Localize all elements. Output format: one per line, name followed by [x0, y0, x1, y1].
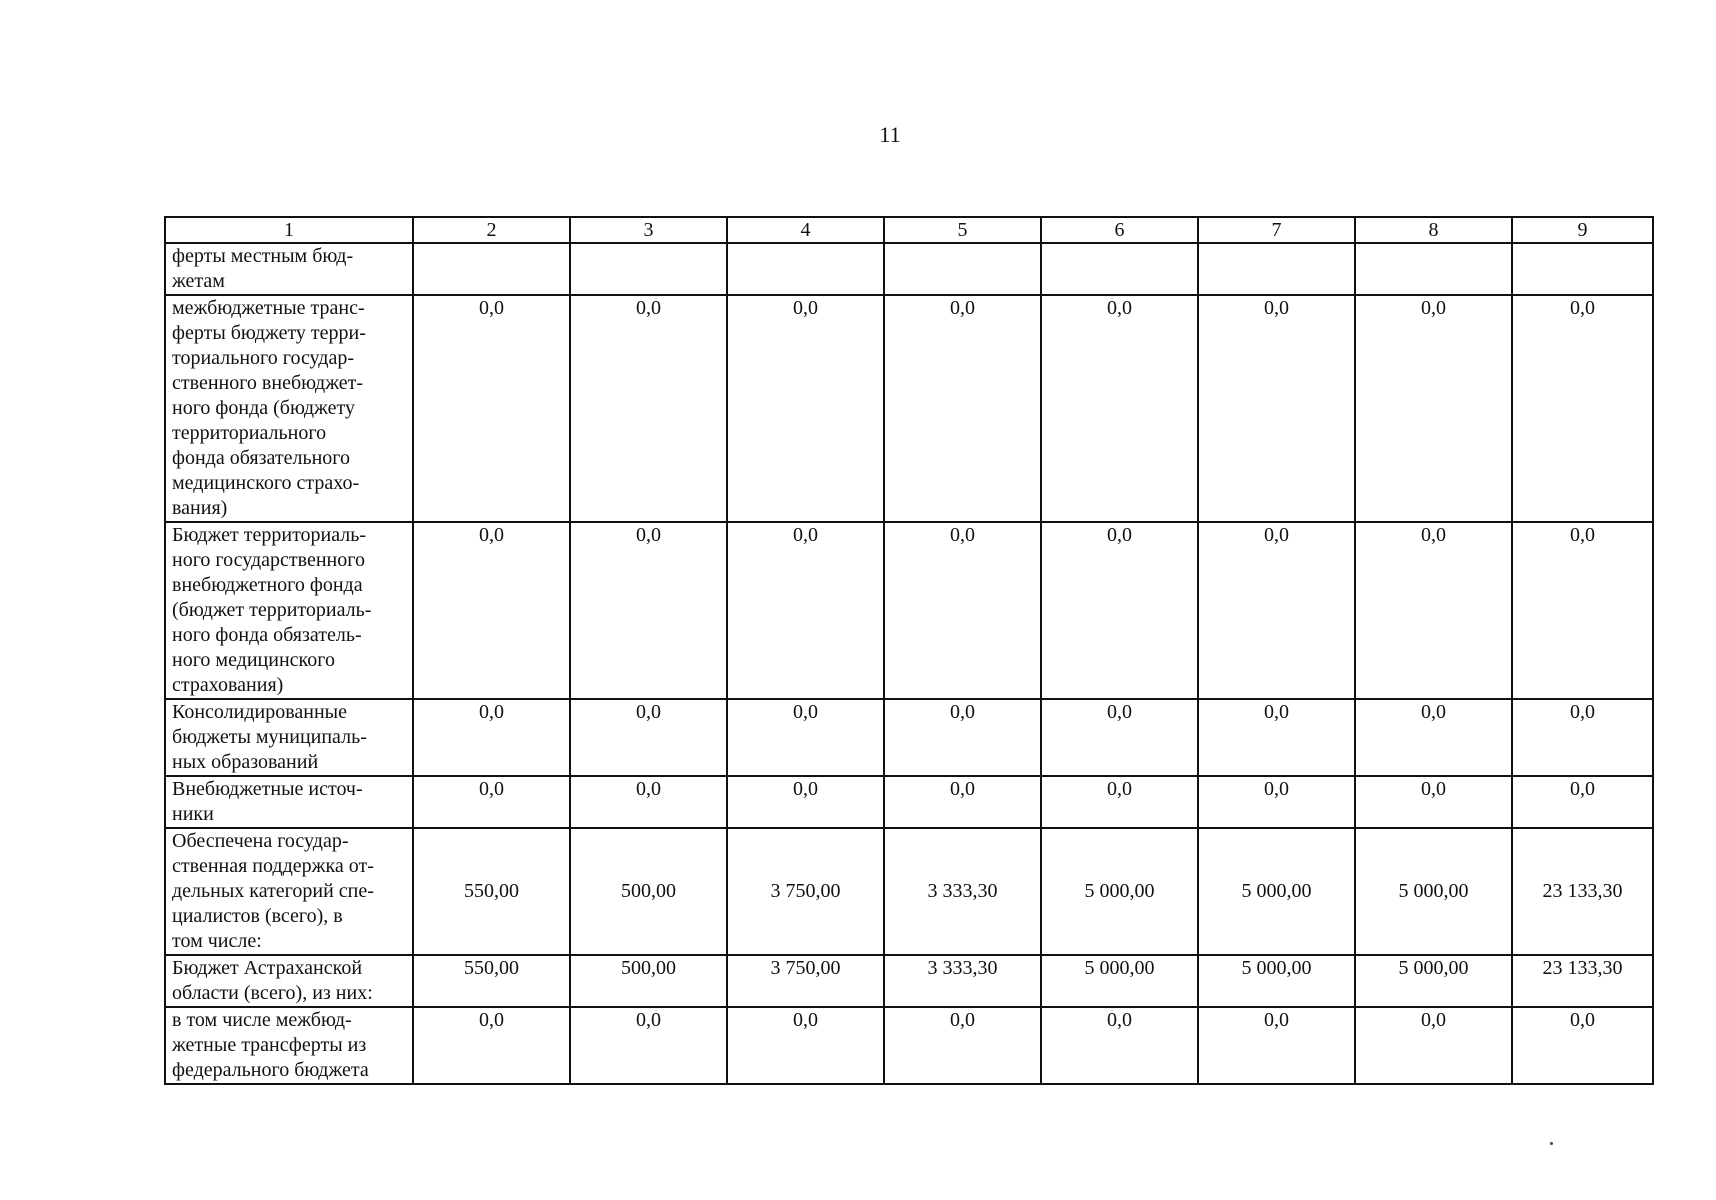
cell-value: 0,0	[1355, 699, 1512, 776]
cell-value: 0,0	[727, 1007, 884, 1084]
page-number: 11	[879, 122, 901, 147]
cell-value: 0,0	[884, 1007, 1041, 1084]
table-row	[165, 828, 1653, 955]
cell-value: 0,0	[727, 522, 884, 699]
table-row	[165, 776, 1653, 828]
cell-value: 500,00	[570, 828, 727, 955]
cell-value	[1512, 243, 1653, 295]
cell-value: 5 000,00	[1355, 955, 1512, 1007]
cell-value: 0,0	[727, 295, 884, 522]
table-row	[165, 955, 1653, 1007]
cell-value: 0,0	[1198, 295, 1355, 522]
cell-value: 0,0	[1355, 776, 1512, 828]
cell-value: 0,0	[884, 295, 1041, 522]
cell-value: 3 750,00	[727, 828, 884, 955]
cell-value: 0,0	[413, 1007, 570, 1084]
cell-value: 0,0	[570, 522, 727, 699]
cell-value: 3 333,30	[884, 955, 1041, 1007]
table-row	[165, 699, 1653, 776]
cell-value: 0,0	[570, 699, 727, 776]
cell-value	[1041, 243, 1198, 295]
cell-value: 0,0	[727, 699, 884, 776]
cell-value: 550,00	[413, 828, 570, 955]
cell-value: 5 000,00	[1198, 828, 1355, 955]
cell-value: 0,0	[1041, 776, 1198, 828]
cell-value: 0,0	[1041, 295, 1198, 522]
row-label: Внебюджетные источ- ники	[165, 776, 413, 828]
row-label: межбюджетные транс- ферты бюджету терри- ториального государ- ственного внебюджет- ного фонда (бюджету территориального фонда обязательного медицинского страхо- вания)	[165, 295, 413, 522]
column-header: 4	[727, 217, 884, 243]
cell-value: 0,0	[570, 295, 727, 522]
cell-value: 23 133,30	[1512, 828, 1653, 955]
cell-value: 0,0	[570, 776, 727, 828]
cell-value	[413, 243, 570, 295]
row-label: Бюджет территориаль- ного государственного внебюджетного фонда (бюджет территориаль- ного фонда обязатель- ного медицинского страхования)	[165, 522, 413, 699]
column-header: 2	[413, 217, 570, 243]
cell-value: 0,0	[1355, 1007, 1512, 1084]
cell-value	[727, 243, 884, 295]
cell-value: 0,0	[1041, 1007, 1198, 1084]
cell-value: 0,0	[1198, 522, 1355, 699]
row-label: Бюджет Астраханской области (всего), из них:	[165, 955, 413, 1007]
table-row	[165, 295, 1653, 522]
row-label: в том числе межбюд- жетные трансферты из федерального бюджета	[165, 1007, 413, 1084]
cell-value	[884, 243, 1041, 295]
cell-value: 0,0	[1355, 522, 1512, 699]
column-header: 5	[884, 217, 1041, 243]
row-label: Консолидированные бюджеты муниципаль- ных образований	[165, 699, 413, 776]
cell-value: 0,0	[1512, 295, 1653, 522]
cell-value: 3 750,00	[727, 955, 884, 1007]
cell-value: 0,0	[1041, 522, 1198, 699]
table-row	[165, 522, 1653, 699]
cell-value	[1355, 243, 1512, 295]
cell-value: 0,0	[884, 699, 1041, 776]
cell-value: 0,0	[727, 776, 884, 828]
scan-speck	[1550, 1142, 1553, 1145]
row-label: ферты местным бюд- жетам	[165, 243, 413, 295]
column-header: 6	[1041, 217, 1198, 243]
cell-value: 0,0	[570, 1007, 727, 1084]
cell-value: 0,0	[1512, 776, 1653, 828]
column-header: 1	[165, 217, 413, 243]
column-header: 7	[1198, 217, 1355, 243]
cell-value	[1198, 243, 1355, 295]
cell-value: 0,0	[1198, 776, 1355, 828]
column-header: 3	[570, 217, 727, 243]
cell-value: 5 000,00	[1041, 828, 1198, 955]
cell-value: 500,00	[570, 955, 727, 1007]
cell-value: 0,0	[1355, 295, 1512, 522]
cell-value: 0,0	[884, 776, 1041, 828]
column-header: 9	[1512, 217, 1653, 243]
cell-value: 0,0	[413, 776, 570, 828]
cell-value: 0,0	[1041, 699, 1198, 776]
cell-value: 0,0	[1512, 1007, 1653, 1084]
cell-value: 3 333,30	[884, 828, 1041, 955]
cell-value: 5 000,00	[1355, 828, 1512, 955]
row-label: Обеспечена государ- ственная поддержка от- дельных категорий спе- циалистов (всего), в том числе:	[165, 828, 413, 955]
cell-value	[570, 243, 727, 295]
cell-value: 0,0	[1198, 699, 1355, 776]
cell-value: 550,00	[413, 955, 570, 1007]
cell-value: 0,0	[1512, 699, 1653, 776]
cell-value: 0,0	[1198, 1007, 1355, 1084]
cell-value: 5 000,00	[1198, 955, 1355, 1007]
column-header: 8	[1355, 217, 1512, 243]
cell-value: 0,0	[413, 295, 570, 522]
cell-value: 0,0	[413, 699, 570, 776]
table-row	[165, 1007, 1653, 1084]
cell-value: 5 000,00	[1041, 955, 1198, 1007]
table-row	[165, 243, 1653, 295]
cell-value: 0,0	[884, 522, 1041, 699]
cell-value: 23 133,30	[1512, 955, 1653, 1007]
cell-value: 0,0	[413, 522, 570, 699]
budget-table	[164, 216, 1654, 1085]
column-number-row	[165, 217, 1653, 243]
cell-value: 0,0	[1512, 522, 1653, 699]
